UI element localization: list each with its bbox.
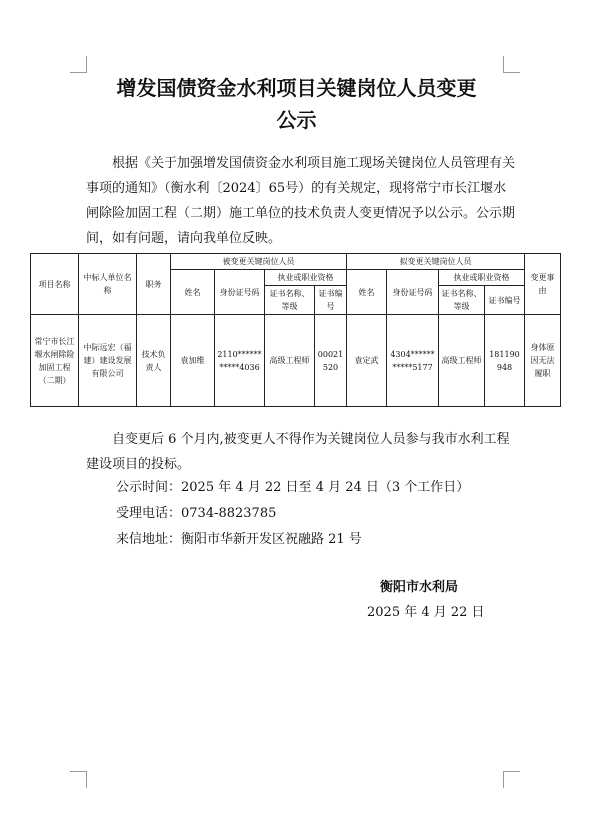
- header-before-group: 被变更关键岗位人员: [171, 254, 347, 270]
- header-before-name: 姓名: [171, 270, 215, 315]
- header-after-name: 姓名: [347, 270, 387, 315]
- margin-mark-bottom-left: [70, 771, 87, 788]
- cell-project: 常宁市长江堰水闸除险加固工程（二期）: [31, 315, 79, 407]
- header-after-cert-name: 证书名称、等级: [439, 286, 485, 315]
- personnel-change-table: [30, 253, 561, 407]
- header-before-id: 身份证号码: [215, 270, 265, 315]
- header-before-cert-no: 证书编号: [315, 286, 347, 315]
- header-after-group: 拟变更关键岗位人员: [347, 254, 525, 270]
- cell-before-id: 2110***********4036: [215, 315, 265, 407]
- header-position: 职务: [137, 254, 171, 315]
- header-before-cert-group: 执业或职业资格: [265, 270, 347, 286]
- intro-paragraph: 根据《关于加强增发国债资金水利项目施工现场关键岗位人员管理有关事项的通知》（衡水利〔2024〕65号）的有关规定，现将常宁市长江堰水闸除险加固工程（二期）施工单位的技术负责人变更情况予以公示。公示期间，如有问题，请向我单位反映。: [86, 156, 516, 246]
- cell-after-cert-no: 181190948: [485, 315, 525, 407]
- cell-after-cert-name: 高级工程师: [439, 315, 485, 407]
- notice-period: 公示时间：2025 年 4 月 22 日至 4 月 24 日（3 个工作日）: [116, 480, 470, 495]
- margin-mark-bottom-right: [503, 771, 520, 788]
- header-reason: 变更事由: [525, 254, 561, 315]
- header-after-id: 身份证号码: [387, 270, 439, 315]
- margin-mark-top-right: [503, 56, 520, 73]
- cell-before-cert-name: 高级工程师: [265, 315, 315, 407]
- issue-date: 2025 年 4 月 22 日: [367, 605, 485, 620]
- document-title-line2: 公示: [276, 108, 317, 132]
- header-bidder: 中标人单位名称: [79, 254, 137, 315]
- header-before-cert-name: 证书名称、等级: [265, 286, 315, 315]
- cell-reason: 身体原因无法履职: [525, 315, 561, 407]
- issuing-organization: 衡阳市水利局: [380, 580, 459, 595]
- contact-phone: 受理电话：0734-8823785: [116, 506, 277, 521]
- cell-bidder: 中际远宏（福建）建设发展有限公司: [79, 315, 137, 407]
- cell-after-id: 4304***********5177: [387, 315, 439, 407]
- restriction-notice: 自变更后 6 个月内,被变更人不得作为关键岗位人员参与我市水利工程建设项目的投标。: [86, 432, 510, 472]
- margin-mark-top-left: [70, 56, 87, 73]
- header-project: 项目名称: [31, 254, 79, 315]
- cell-before-name: 袁加维: [171, 315, 215, 407]
- header-after-cert-group: 执业或职业资格: [439, 270, 525, 286]
- cell-before-cert-no: 00021520: [315, 315, 347, 407]
- cell-after-name: 袁定武: [347, 315, 387, 407]
- cell-position: 技术负责人: [137, 315, 171, 407]
- header-after-cert-no: 证书编号: [485, 286, 525, 315]
- document-title: 增发国债资金水利项目关键岗位人员变更: [116, 76, 477, 100]
- mailing-address: 来信地址：衡阳市华新开发区祝融路 21 号: [116, 532, 362, 547]
